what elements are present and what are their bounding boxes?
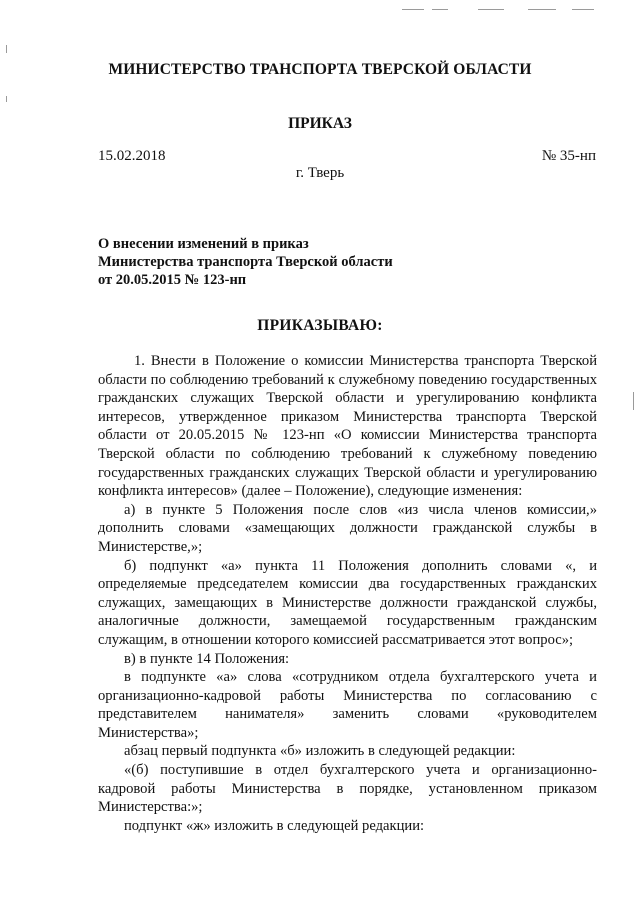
decree-heading: ПРИКАЗЫВАЮ:: [257, 317, 383, 334]
scan-mark-left-1: [6, 45, 7, 53]
ministry-name: МИНИСТЕРСТВО ТРАНСПОРТА ТВЕРСКОЙ ОБЛАСТИ: [108, 61, 532, 78]
order-date: 15.02.2018: [98, 148, 166, 164]
scan-mark-top-2: [432, 9, 448, 10]
body-paragraph: абзац первый подпункта «б» изложить в следующей редакции:: [124, 743, 516, 760]
scan-mark-top-3: [478, 9, 504, 10]
body-paragraph: в) в пункте 14 Положения:: [124, 650, 290, 667]
body-paragraph: 1. Внести в Положение о комиссии Министерства транспорта Тверской области по соблюдению требований к служебному поведению государственных гражданских служащих Тверской области и урегулированию конфликта интересов, утвержденное приказом Министерства транспорта Тверской области от 20.05.2015 № 123-нп «О комиссии Министерства транспорта Тверской области по соблюдению требований к служебному поведению государственных гражданских служащих Тверской области и урегулированию конфликта интересов» (далее – Положение), следующие изменения:: [98, 353, 597, 500]
subject-line: О внесении изменений в приказ: [98, 236, 309, 252]
scan-mark-top-1: [402, 9, 424, 10]
subject-line: от 20.05.2015 № 123-нп: [98, 272, 247, 288]
scan-mark-top-4: [528, 9, 556, 10]
scan-mark-top-5: [572, 9, 594, 10]
subject-line: Министерства транспорта Тверской области: [98, 254, 393, 270]
body-paragraph: а) в пункте 5 Положения после слов «из числа членов комиссии,» дополнить словами «замещающих должности гражданской службы в Министерстве,»;: [98, 501, 597, 555]
body-paragraph: б) подпункт «а» пункта 11 Положения дополнить словами «, и определяемые председателем комиссии два государственных гражданских служащих, замещающих в Министерстве должности гражданской службы, аналогичные должности, замещаемой государственным гражданским служащим, в отношении которого комиссией рассматривается этот вопрос»;: [98, 557, 597, 648]
document-type: ПРИКАЗ: [288, 115, 352, 132]
order-subject: [98, 235, 393, 289]
body-paragraph: подпункт «ж» изложить в следующей редакции:: [124, 817, 425, 834]
scan-mark-right-1: [633, 392, 634, 410]
body-paragraph: в подпункте «а» слова «сотрудником отдела бухгалтерского учета и организационно-кадровой работы Министерства по согласованию с представителем нанимателя» заменить словами «руководителем Министерства»;: [98, 669, 597, 741]
order-city: г. Тверь: [295, 165, 345, 181]
body-paragraph: «(б) поступившие в отдел бухгалтерского учета и организационно-кадровой работы Министерства в порядке, установленном приказом Министерства:»;: [98, 762, 597, 816]
scan-mark-left-2: [6, 96, 7, 102]
order-number: № 35-нп: [541, 148, 596, 164]
document-body: [98, 352, 597, 835]
